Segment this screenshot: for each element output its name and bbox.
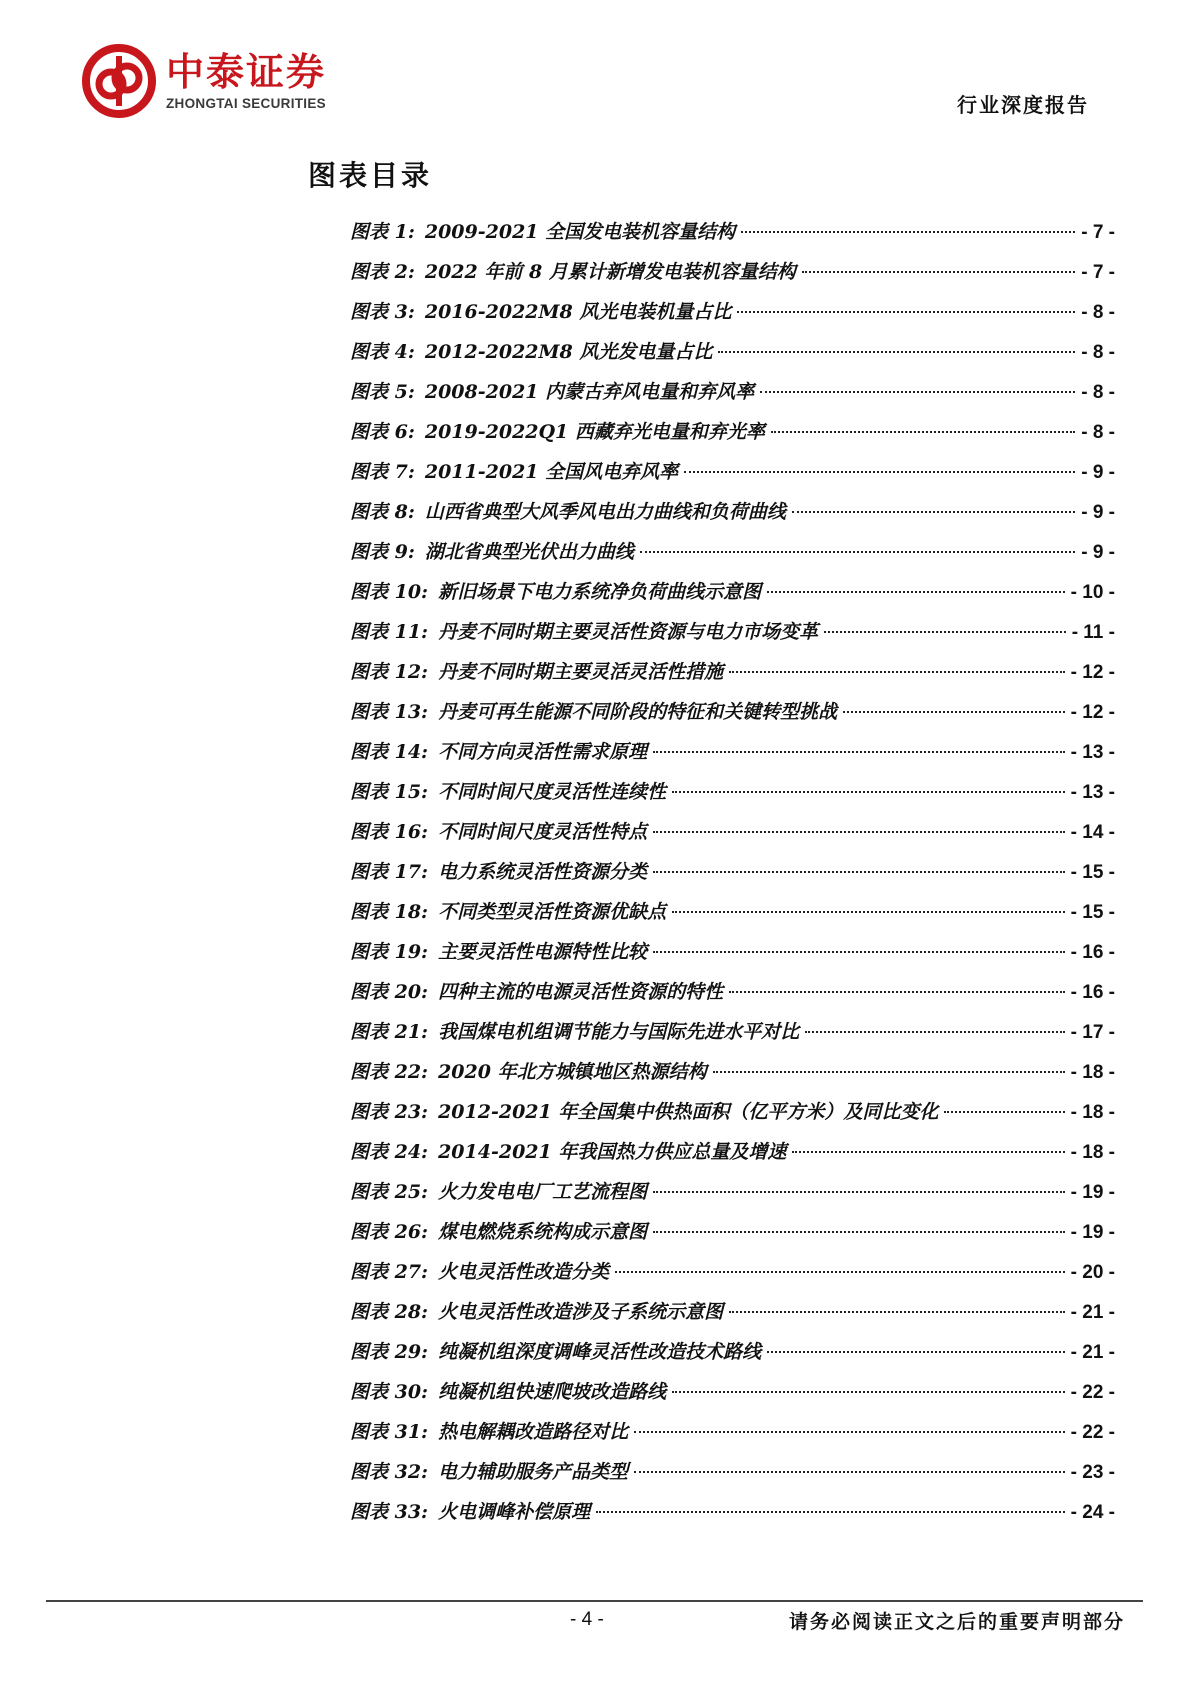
toc-entry-title: 电力辅助服务产品类型	[438, 1461, 629, 1483]
toc-entry[interactable]	[350, 492, 1115, 532]
toc-leader-dots	[615, 1271, 1065, 1273]
toc-entry-page: - 9 -	[1081, 542, 1115, 563]
toc-entry-title: 煤电燃烧系统构成示意图	[438, 1221, 648, 1243]
toc-entry-page: - 11 -	[1071, 622, 1115, 643]
toc-entry[interactable]	[350, 1052, 1115, 1092]
toc-leader-dots	[713, 1071, 1065, 1073]
toc-leader-dots	[771, 431, 1075, 433]
toc-leader-dots	[672, 911, 1065, 913]
toc-entry-title: 不同类型灵活性资源优缺点	[438, 901, 667, 923]
company-logo	[82, 44, 326, 118]
toc-leader-dots	[737, 311, 1075, 313]
toc-entry[interactable]	[350, 1452, 1115, 1492]
toc-entry-title: 纯凝机组快速爬坡改造路线	[438, 1381, 667, 1403]
toc-leader-dots	[672, 1391, 1065, 1393]
toc-entry[interactable]	[350, 812, 1115, 852]
toc-entry[interactable]	[350, 332, 1115, 372]
toc-entry[interactable]	[350, 1212, 1115, 1252]
toc-entry-page: - 24 -	[1070, 1502, 1115, 1523]
toc-entry-page: - 21 -	[1070, 1302, 1115, 1323]
toc-entry-label: 图表 23:	[350, 1101, 429, 1123]
toc-leader-dots	[805, 1031, 1065, 1033]
toc-entry[interactable]	[350, 292, 1115, 332]
toc-entry-label: 图表 4:	[350, 341, 415, 363]
page-number: - 4 -	[570, 1609, 604, 1630]
toc-leader-dots	[653, 1191, 1065, 1193]
toc-entry-label: 图表 26:	[350, 1221, 429, 1243]
toc-leader-dots	[843, 711, 1065, 713]
toc-entry-page: - 22 -	[1070, 1422, 1115, 1443]
toc-entry-page: - 8 -	[1081, 422, 1115, 443]
footer-divider	[46, 1600, 1143, 1602]
toc-entry-label: 图表 12:	[350, 661, 429, 683]
toc-entry-label: 图表 29:	[350, 1341, 429, 1363]
toc-entry-page: - 18 -	[1070, 1062, 1115, 1083]
toc-entry[interactable]	[350, 412, 1115, 452]
toc-leader-dots	[944, 1111, 1064, 1113]
toc-entry[interactable]	[350, 1372, 1115, 1412]
toc-entry[interactable]	[350, 932, 1115, 972]
toc-entry-title: 不同时间尺度灵活性特点	[438, 821, 648, 843]
toc-leader-dots	[824, 631, 1066, 633]
toc-entry-label: 图表 20:	[350, 981, 429, 1003]
disclaimer-note: 请务必阅读正文之后的重要声明部分	[788, 1611, 1125, 1633]
toc-entry[interactable]	[350, 1292, 1115, 1332]
toc-entry-label: 图表 11:	[350, 621, 429, 643]
toc-entry-label: 图表 33:	[350, 1501, 429, 1523]
toc-entry-label: 图表 30:	[350, 1381, 429, 1403]
toc-entry-label: 图表 31:	[350, 1421, 429, 1443]
toc-leader-dots	[653, 1231, 1065, 1233]
toc-entry-label: 图表 24:	[350, 1141, 429, 1163]
toc-leader-dots	[767, 1351, 1065, 1353]
toc-entry-page: - 8 -	[1081, 382, 1115, 403]
toc-entry-label: 图表 1:	[350, 221, 415, 243]
toc-entry-page: - 15 -	[1070, 862, 1115, 883]
toc-leader-dots	[729, 991, 1065, 993]
toc-entry-title: 热电解耦改造路径对比	[438, 1421, 629, 1443]
toc-leader-dots	[792, 1151, 1064, 1153]
toc-entry-page: - 10 -	[1070, 582, 1115, 603]
toc-title: 图表目录	[308, 159, 433, 192]
toc-entry-label: 图表 25:	[350, 1181, 429, 1203]
report-type-label: 行业深度报告	[957, 93, 1089, 117]
logo-english-name: ZHONGTAI SECURITIES	[166, 96, 326, 111]
toc-entry[interactable]	[350, 732, 1115, 772]
toc-entry-label: 图表 7:	[350, 461, 415, 483]
toc-leader-dots	[767, 591, 1065, 593]
toc-entry-title: 不同方向灵活性需求原理	[438, 741, 648, 763]
toc-entry-page: - 14 -	[1070, 822, 1115, 843]
toc-entry-page: - 19 -	[1070, 1182, 1115, 1203]
toc-entry[interactable]	[350, 972, 1115, 1012]
toc-entry-title: 纯凝机组深度调峰灵活性改造技术路线	[438, 1341, 762, 1363]
toc-entry-label: 图表 13:	[350, 701, 429, 723]
logo-chinese-name: 中泰证券	[166, 50, 327, 94]
toc-entry[interactable]	[350, 1412, 1115, 1452]
toc-entry-page: - 23 -	[1070, 1462, 1115, 1483]
toc-entry-page: - 21 -	[1070, 1342, 1115, 1363]
toc-entry-label: 图表 22:	[350, 1061, 429, 1083]
toc-entry-label: 图表 27:	[350, 1261, 429, 1283]
toc-entry[interactable]	[350, 692, 1115, 732]
toc-entry-label: 图表 28:	[350, 1301, 429, 1323]
toc-entry-title: 四种主流的电源灵活性资源的特性	[438, 981, 724, 1003]
toc-entry[interactable]	[350, 892, 1115, 932]
toc-entry-title: 火电灵活性改造涉及子系统示意图	[438, 1301, 724, 1323]
toc-entry-page: - 9 -	[1081, 462, 1115, 483]
toc-entry-label: 图表 19:	[350, 941, 429, 963]
toc-leader-dots	[802, 271, 1075, 273]
toc-entry-page: - 22 -	[1070, 1382, 1115, 1403]
zhongtai-logo-icon	[82, 44, 156, 118]
toc-entry[interactable]	[350, 652, 1115, 692]
toc-entry-page: - 8 -	[1081, 302, 1115, 323]
toc-entry-page: - 13 -	[1070, 742, 1115, 763]
toc-entry-title: 火电灵活性改造分类	[438, 1261, 610, 1283]
toc-entry-label: 图表 17:	[350, 861, 429, 883]
toc-entry-label: 图表 5:	[350, 381, 415, 403]
toc-entry[interactable]	[350, 1092, 1115, 1132]
toc-entry-page: - 7 -	[1081, 222, 1115, 243]
toc-entry-title: 新旧场景下电力系统净负荷曲线示意图	[438, 581, 762, 603]
toc-entry-title: 2014-2021 年我国热力供应总量及增速	[438, 1141, 787, 1163]
toc-leader-dots	[653, 831, 1065, 833]
toc-entry[interactable]	[350, 852, 1115, 892]
toc-entry-label: 图表 6:	[350, 421, 415, 443]
toc-leader-dots	[634, 1471, 1065, 1473]
toc-leader-dots	[653, 751, 1065, 753]
toc-entry[interactable]	[350, 252, 1115, 292]
toc-leader-dots	[634, 1431, 1065, 1433]
toc-entry-label: 图表 2:	[350, 261, 415, 283]
toc-entry-label: 图表 14:	[350, 741, 429, 763]
toc-entry-title: 2008-2021 内蒙古弃风电量和弃风率	[424, 381, 755, 403]
toc-entry-page: - 7 -	[1081, 262, 1115, 283]
toc-entry-page: - 19 -	[1070, 1222, 1115, 1243]
toc-entry[interactable]	[350, 612, 1115, 652]
toc-entry-title: 2019-2022Q1 西藏弃光电量和弃光率	[424, 421, 765, 443]
toc-entry-page: - 17 -	[1070, 1022, 1115, 1043]
toc-entry-label: 图表 15:	[350, 781, 429, 803]
toc-entry-page: - 12 -	[1070, 702, 1115, 723]
toc-entry[interactable]	[350, 572, 1115, 612]
toc-entry[interactable]	[350, 1012, 1115, 1052]
toc-entry-page: - 18 -	[1070, 1142, 1115, 1163]
toc-entry-page: - 16 -	[1070, 982, 1115, 1003]
toc-entry[interactable]	[350, 1332, 1115, 1372]
toc-entry-title: 2022 年前 8 月累计新增发电装机容量结构	[424, 261, 796, 283]
toc-leader-dots	[640, 551, 1075, 553]
toc-entry[interactable]	[350, 1172, 1115, 1212]
toc-entry-title: 2012-2022M8 风光发电量占比	[424, 341, 713, 363]
toc-entry-title: 电力系统灵活性资源分类	[438, 861, 648, 883]
toc-leader-dots	[596, 1511, 1065, 1513]
toc-entry-page: - 12 -	[1070, 662, 1115, 683]
toc-entry-label: 图表 9:	[350, 541, 415, 563]
toc-entry-label: 图表 3:	[350, 301, 415, 323]
toc-entry-title: 火力发电电厂工艺流程图	[438, 1181, 648, 1203]
toc-leader-dots	[653, 951, 1065, 953]
toc-entry-title: 不同时间尺度灵活性连续性	[438, 781, 667, 803]
toc-entry-title: 我国煤电机组调节能力与国际先进水平对比	[438, 1021, 800, 1043]
toc-entry-title: 丹麦不同时期主要灵活灵活性措施	[438, 661, 724, 683]
toc-leader-dots	[718, 351, 1075, 353]
toc-entry-title: 丹麦不同时期主要灵活性资源与电力市场变革	[438, 621, 819, 643]
toc-entry-title: 火电调峰补偿原理	[438, 1501, 591, 1523]
toc-entry[interactable]	[350, 772, 1115, 812]
toc-leader-dots	[741, 231, 1075, 233]
toc-entry-label: 图表 18:	[350, 901, 429, 923]
toc-entry[interactable]	[350, 1492, 1115, 1532]
toc-leader-dots	[792, 511, 1075, 513]
toc-entry-title: 丹麦可再生能源不同阶段的特征和关键转型挑战	[438, 701, 838, 723]
toc-entry-page: - 9 -	[1081, 502, 1115, 523]
toc-entry-page: - 20 -	[1070, 1262, 1115, 1283]
toc-entry-title: 2011-2021 全国风电弃风率	[424, 461, 679, 483]
toc-entry-title: 2009-2021 全国发电装机容量结构	[424, 221, 736, 243]
toc-entry-page: - 15 -	[1070, 902, 1115, 923]
toc-entry[interactable]	[350, 1132, 1115, 1172]
toc-leader-dots	[729, 671, 1065, 673]
toc-entry[interactable]	[350, 372, 1115, 412]
toc-entry-label: 图表 21:	[350, 1021, 429, 1043]
toc-entry-page: - 8 -	[1081, 342, 1115, 363]
toc-entry-page: - 18 -	[1070, 1102, 1115, 1123]
toc-entry-title: 2012-2021 年全国集中供热面积（亿平方米）及同比变化	[438, 1101, 939, 1123]
toc-list	[350, 212, 1115, 1532]
toc-entry[interactable]	[350, 212, 1115, 252]
toc-entry-page: - 16 -	[1070, 942, 1115, 963]
toc-entry-label: 图表 8:	[350, 501, 415, 523]
toc-leader-dots	[672, 791, 1065, 793]
toc-entry-label: 图表 10:	[350, 581, 429, 603]
toc-entry-label: 图表 16:	[350, 821, 429, 843]
toc-entry-title: 湖北省典型光伏出力曲线	[424, 541, 634, 563]
toc-entry[interactable]	[350, 532, 1115, 572]
toc-entry-page: - 13 -	[1070, 782, 1115, 803]
toc-entry-title: 2016-2022M8 风光电装机量占比	[424, 301, 732, 323]
toc-entry[interactable]	[350, 452, 1115, 492]
toc-entry-title: 山西省典型大风季风电出力曲线和负荷曲线	[424, 501, 786, 523]
toc-leader-dots	[729, 1311, 1065, 1313]
toc-entry-label: 图表 32:	[350, 1461, 429, 1483]
toc-leader-dots	[684, 471, 1075, 473]
toc-entry-title: 主要灵活性电源特性比较	[438, 941, 648, 963]
toc-leader-dots	[653, 871, 1065, 873]
toc-entry-title: 2020 年北方城镇地区热源结构	[438, 1061, 707, 1083]
toc-leader-dots	[760, 391, 1075, 393]
toc-entry[interactable]	[350, 1252, 1115, 1292]
